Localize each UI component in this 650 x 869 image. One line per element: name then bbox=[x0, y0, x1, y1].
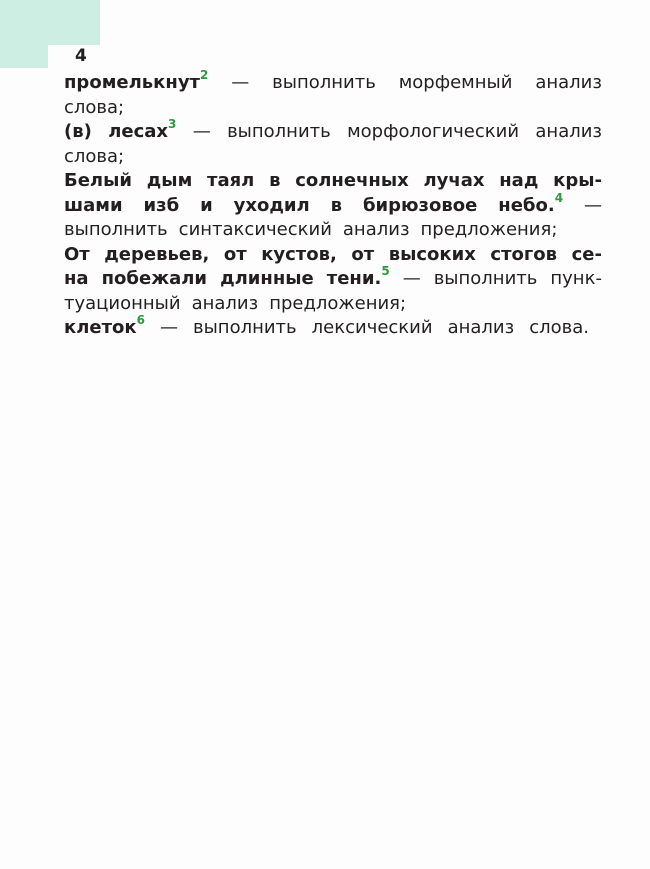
word: пунк- bbox=[550, 268, 602, 289]
word: туационный bbox=[64, 292, 181, 314]
word: От bbox=[64, 243, 90, 265]
word: бирюзовое bbox=[362, 194, 478, 216]
word: таял bbox=[207, 170, 255, 191]
word: се- bbox=[571, 243, 602, 265]
word: от bbox=[351, 243, 375, 265]
dash: — bbox=[231, 72, 250, 93]
word: выполнить bbox=[192, 317, 297, 338]
word: тени. bbox=[326, 268, 382, 289]
word: и bbox=[200, 194, 213, 216]
task-line bbox=[64, 218, 602, 243]
word: в bbox=[269, 170, 281, 191]
word: высоких bbox=[388, 243, 476, 265]
word: анализ bbox=[535, 72, 602, 93]
term: лесах bbox=[108, 121, 169, 142]
task-line bbox=[64, 68, 602, 96]
word: над bbox=[499, 170, 539, 191]
word: стогов bbox=[490, 243, 558, 265]
dash: — bbox=[159, 317, 178, 338]
word: анализ bbox=[535, 121, 602, 142]
word: изб bbox=[143, 194, 180, 216]
word: уходил bbox=[233, 194, 310, 216]
word: выполнить bbox=[227, 121, 331, 142]
word: в bbox=[330, 194, 343, 216]
word: деревьев, bbox=[104, 243, 210, 265]
word: кустов, bbox=[261, 243, 337, 265]
term: клеток bbox=[64, 317, 137, 338]
word: лучах bbox=[423, 170, 485, 191]
word: выполнить bbox=[433, 268, 538, 289]
page-corner-tab-strip bbox=[0, 45, 48, 68]
task-line bbox=[64, 190, 602, 219]
task-line bbox=[64, 169, 602, 194]
word: морфемный bbox=[398, 72, 513, 93]
word: слова. bbox=[529, 317, 589, 338]
word: лексический bbox=[311, 317, 433, 338]
task-line bbox=[64, 243, 602, 268]
word: анализ bbox=[342, 219, 410, 240]
word: выполнить bbox=[64, 219, 168, 240]
word: предложения; bbox=[420, 219, 558, 240]
page-corner-tab bbox=[0, 0, 100, 45]
footnote-marker: 6 bbox=[136, 313, 145, 327]
dash: — bbox=[584, 194, 602, 216]
word: длинные bbox=[220, 268, 314, 289]
word: слова; bbox=[64, 96, 125, 118]
word: слова; bbox=[64, 145, 125, 167]
page-number: 4 bbox=[75, 46, 87, 66]
dash: — bbox=[192, 121, 211, 142]
footnote-marker: 5 bbox=[381, 264, 390, 278]
task-line bbox=[64, 264, 602, 292]
word: выполнить bbox=[272, 72, 376, 93]
task-line bbox=[64, 117, 602, 145]
word: предложения; bbox=[269, 292, 407, 314]
task-line bbox=[64, 145, 602, 170]
word: морфологический bbox=[347, 121, 520, 142]
dash: — bbox=[402, 268, 421, 289]
word: анализ bbox=[447, 317, 515, 338]
word: от bbox=[223, 243, 247, 265]
word: шами bbox=[64, 194, 123, 216]
word: на bbox=[64, 268, 89, 289]
footnote-marker: 4 bbox=[554, 190, 564, 205]
exercise-task-list bbox=[64, 68, 602, 341]
task-line bbox=[64, 96, 602, 121]
word: анализ bbox=[191, 292, 259, 314]
term: промелькнут bbox=[64, 72, 200, 93]
word: кры- bbox=[553, 170, 602, 191]
word: Белый bbox=[64, 170, 133, 191]
word: дым bbox=[146, 170, 193, 191]
task-line bbox=[64, 313, 602, 341]
word: синтаксический bbox=[178, 219, 332, 240]
word: побежали bbox=[101, 268, 208, 289]
term: (в) bbox=[64, 121, 92, 142]
footnote-marker: 3 bbox=[168, 117, 177, 131]
word: солнечных bbox=[295, 170, 409, 191]
word: небо. bbox=[498, 194, 555, 216]
footnote-marker: 2 bbox=[200, 68, 209, 82]
